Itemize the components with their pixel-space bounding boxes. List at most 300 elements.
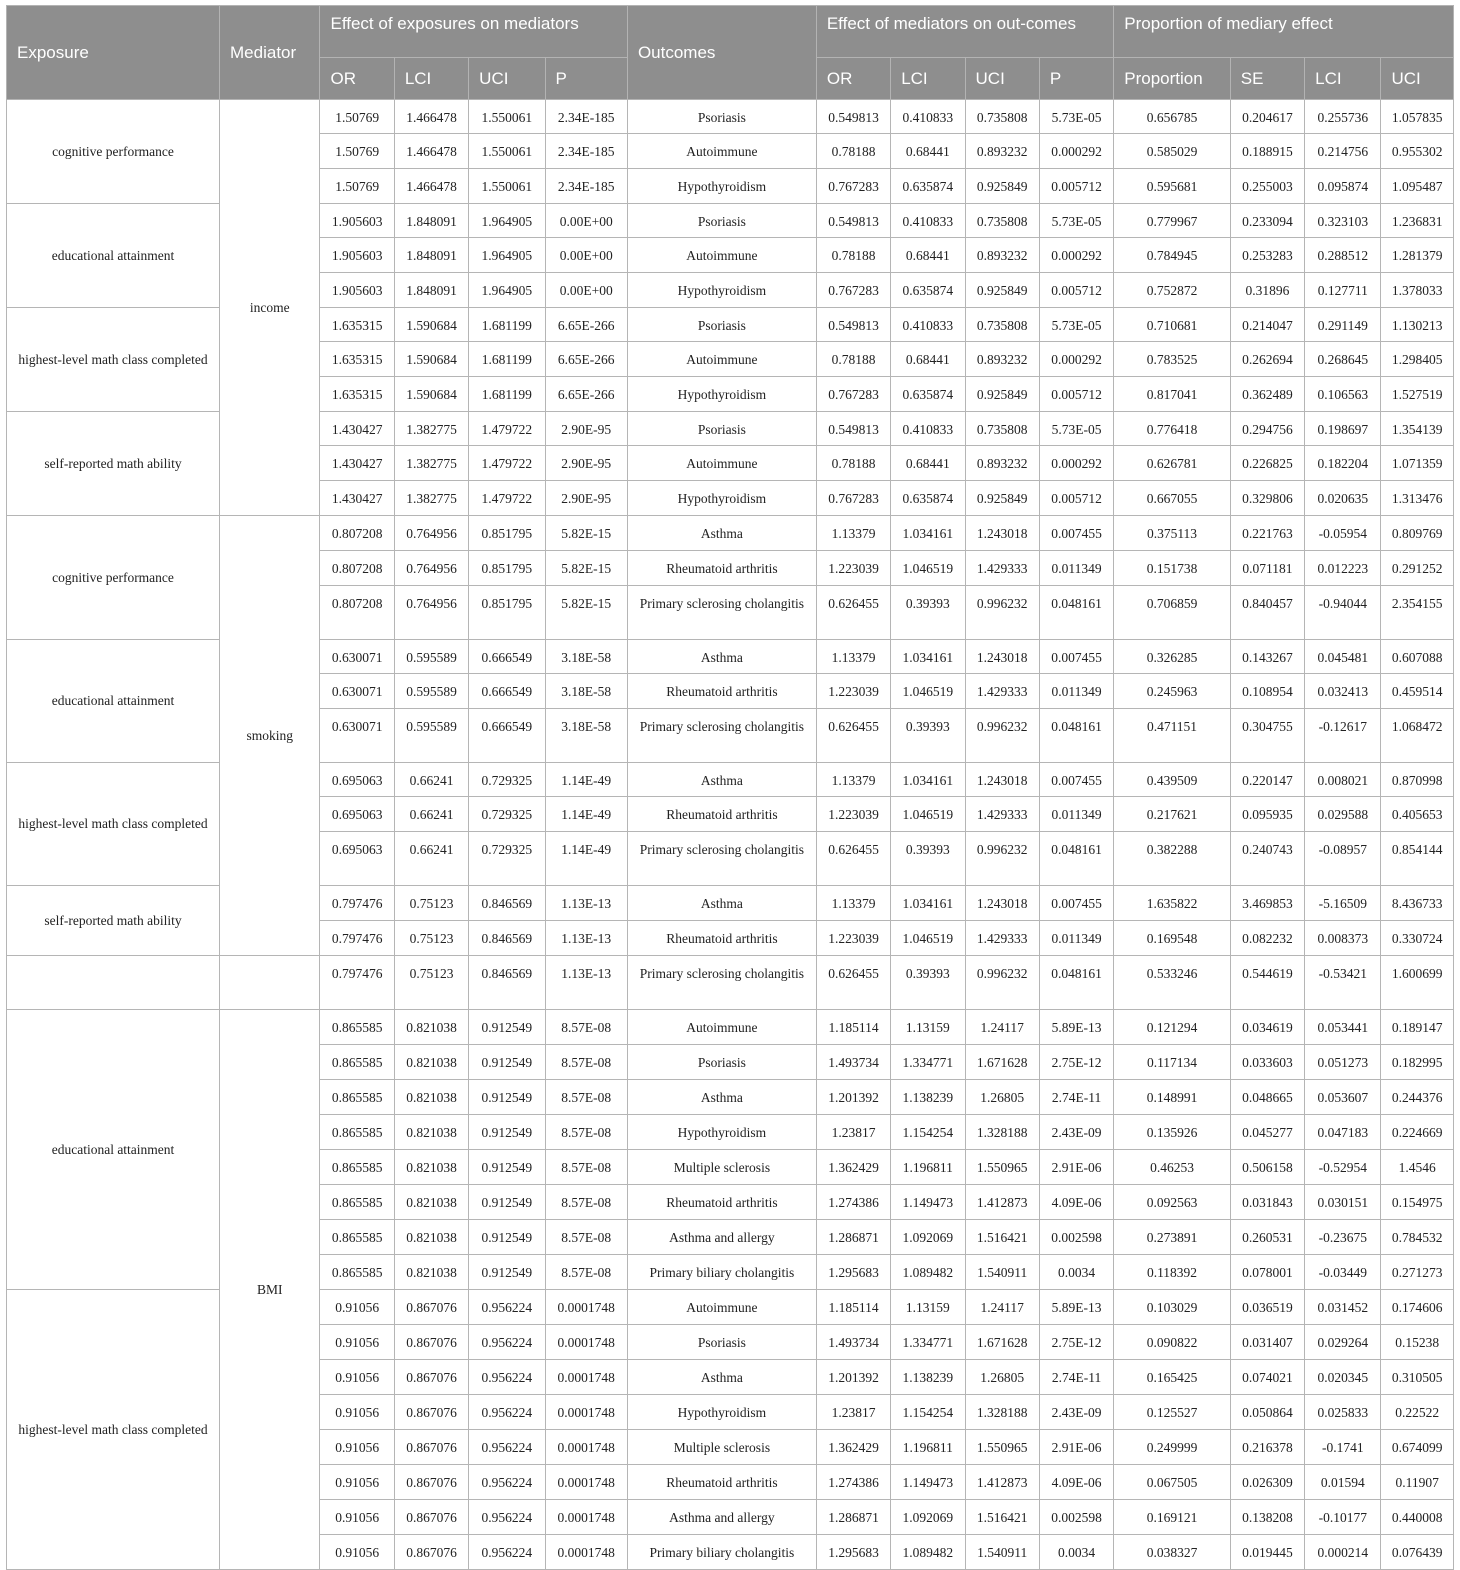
uci3-cell: 0.440008 <box>1381 1500 1454 1535</box>
se-cell: 0.329806 <box>1230 481 1304 516</box>
header-group-exposure-mediator: Effect of exposures on mediators <box>320 6 627 58</box>
or2-cell: 1.185114 <box>816 1010 890 1045</box>
lci1-cell: 0.75123 <box>394 921 468 956</box>
p1-cell: 0.0001748 <box>545 1325 627 1360</box>
lci1-cell: 0.764956 <box>394 586 468 640</box>
lci3-cell: 0.008021 <box>1305 763 1381 797</box>
outcome-cell: Rheumatoid arthritis <box>627 1465 816 1500</box>
or1-cell: 0.865585 <box>320 1010 394 1045</box>
lci3-cell: 0.053441 <box>1305 1010 1381 1045</box>
or2-cell: 0.78188 <box>816 134 890 169</box>
p1-cell: 2.90E-95 <box>545 412 627 446</box>
p1-cell: 8.57E-08 <box>545 1220 627 1255</box>
or1-cell: 0.91056 <box>320 1395 394 1430</box>
lci2-cell: 1.034161 <box>891 763 965 797</box>
se-cell: 0.082232 <box>1230 921 1304 956</box>
lci2-cell: 0.39393 <box>891 586 965 640</box>
prop-cell: 0.092563 <box>1114 1185 1231 1220</box>
uci2-cell: 0.893232 <box>965 342 1039 377</box>
prop-cell: 0.151738 <box>1114 551 1231 586</box>
or1-cell: 0.91056 <box>320 1500 394 1535</box>
uci2-cell: 0.893232 <box>965 238 1039 273</box>
se-cell: 0.031843 <box>1230 1185 1304 1220</box>
uci1-cell: 0.912549 <box>469 1150 545 1185</box>
lci2-cell: 0.635874 <box>891 169 965 204</box>
or1-cell: 1.430427 <box>320 481 394 516</box>
exposure-cell <box>7 956 220 1010</box>
se-cell: 0.255003 <box>1230 169 1304 204</box>
p2-cell: 0.048161 <box>1039 956 1113 1010</box>
p2-cell: 2.91E-06 <box>1039 1150 1113 1185</box>
p1-cell: 8.57E-08 <box>545 1045 627 1080</box>
p2-cell: 0.005712 <box>1039 273 1113 308</box>
prop-cell: 0.382288 <box>1114 832 1231 886</box>
lci2-cell: 0.635874 <box>891 273 965 308</box>
or2-cell: 0.78188 <box>816 446 890 481</box>
uci2-cell: 1.516421 <box>965 1500 1039 1535</box>
lci2-cell: 1.149473 <box>891 1185 965 1220</box>
uci3-cell: 1.281379 <box>1381 238 1454 273</box>
lci1-cell: 0.821038 <box>394 1255 468 1290</box>
lci1-cell: 1.590684 <box>394 377 468 412</box>
or2-cell: 1.493734 <box>816 1325 890 1360</box>
or2-cell: 1.493734 <box>816 1045 890 1080</box>
se-cell: 0.216378 <box>1230 1430 1304 1465</box>
outcome-cell: Multiple sclerosis <box>627 1150 816 1185</box>
header-lci-3: LCI <box>1305 58 1381 100</box>
lci3-cell: 0.032413 <box>1305 674 1381 709</box>
lci1-cell: 0.867076 <box>394 1430 468 1465</box>
or1-cell: 1.50769 <box>320 134 394 169</box>
uci1-cell: 0.666549 <box>469 674 545 709</box>
outcome-cell: Rheumatoid arthritis <box>627 551 816 586</box>
or1-cell: 0.865585 <box>320 1185 394 1220</box>
se-cell: 0.026309 <box>1230 1465 1304 1500</box>
p1-cell: 1.13E-13 <box>545 886 627 921</box>
prop-cell: 1.635822 <box>1114 886 1231 921</box>
se-cell: 0.050864 <box>1230 1395 1304 1430</box>
lci1-cell: 1.382775 <box>394 481 468 516</box>
lci2-cell: 1.154254 <box>891 1395 965 1430</box>
p2-cell: 0.048161 <box>1039 832 1113 886</box>
lci3-cell: 0.288512 <box>1305 238 1381 273</box>
uci2-cell: 0.893232 <box>965 134 1039 169</box>
outcome-cell: Psoriasis <box>627 1045 816 1080</box>
p2-cell: 4.09E-06 <box>1039 1185 1113 1220</box>
lci2-cell: 0.39393 <box>891 709 965 763</box>
lci3-cell: 0.031452 <box>1305 1290 1381 1325</box>
p2-cell: 2.43E-09 <box>1039 1395 1113 1430</box>
p2-cell: 2.74E-11 <box>1039 1080 1113 1115</box>
mediator-cell: income <box>220 100 320 516</box>
exposure-cell: educational attainment <box>7 640 220 763</box>
lci1-cell: 1.466478 <box>394 134 468 169</box>
lci2-cell: 1.196811 <box>891 1150 965 1185</box>
uci1-cell: 0.846569 <box>469 956 545 1010</box>
p1-cell: 2.34E-185 <box>545 169 627 204</box>
outcome-cell: Psoriasis <box>627 100 816 134</box>
lci1-cell: 1.848091 <box>394 238 468 273</box>
or2-cell: 1.201392 <box>816 1080 890 1115</box>
or1-cell: 0.695063 <box>320 832 394 886</box>
lci1-cell: 0.75123 <box>394 886 468 921</box>
p2-cell: 0.000292 <box>1039 238 1113 273</box>
lci1-cell: 0.821038 <box>394 1010 468 1045</box>
uci1-cell: 0.956224 <box>469 1465 545 1500</box>
prop-cell: 0.784945 <box>1114 238 1231 273</box>
p2-cell: 5.89E-13 <box>1039 1010 1113 1045</box>
prop-cell: 0.595681 <box>1114 169 1231 204</box>
p1-cell: 2.90E-95 <box>545 446 627 481</box>
lci1-cell: 0.867076 <box>394 1360 468 1395</box>
or1-cell: 0.807208 <box>320 586 394 640</box>
header-or-1: OR <box>320 58 394 100</box>
outcome-cell: Primary sclerosing cholangitis <box>627 956 816 1010</box>
uci3-cell: 0.870998 <box>1381 763 1454 797</box>
p1-cell: 8.57E-08 <box>545 1115 627 1150</box>
prop-cell: 0.135926 <box>1114 1115 1231 1150</box>
p2-cell: 5.73E-05 <box>1039 308 1113 342</box>
uci2-cell: 1.540911 <box>965 1255 1039 1290</box>
lci1-cell: 0.867076 <box>394 1465 468 1500</box>
lci1-cell: 1.590684 <box>394 308 468 342</box>
or1-cell: 1.50769 <box>320 100 394 134</box>
lci1-cell: 0.867076 <box>394 1395 468 1430</box>
p1-cell: 0.00E+00 <box>545 204 627 238</box>
uci3-cell: 0.459514 <box>1381 674 1454 709</box>
prop-cell: 0.090822 <box>1114 1325 1231 1360</box>
lci1-cell: 0.595589 <box>394 640 468 674</box>
or2-cell: 1.13379 <box>816 516 890 551</box>
uci3-cell: 0.154975 <box>1381 1185 1454 1220</box>
uci3-cell: 0.955302 <box>1381 134 1454 169</box>
se-cell: 0.108954 <box>1230 674 1304 709</box>
lci2-cell: 0.635874 <box>891 481 965 516</box>
or2-cell: 1.223039 <box>816 551 890 586</box>
uci1-cell: 0.912549 <box>469 1010 545 1045</box>
or2-cell: 1.295683 <box>816 1535 890 1570</box>
outcome-cell: Hypothyroidism <box>627 169 816 204</box>
uci1-cell: 1.479722 <box>469 481 545 516</box>
se-cell: 0.253283 <box>1230 238 1304 273</box>
outcome-cell: Asthma <box>627 1360 816 1395</box>
uci1-cell: 1.964905 <box>469 204 545 238</box>
lci2-cell: 1.046519 <box>891 551 965 586</box>
table-row <box>7 1010 1454 1045</box>
lci3-cell: 0.268645 <box>1305 342 1381 377</box>
uci1-cell: 0.851795 <box>469 516 545 551</box>
p2-cell: 0.0034 <box>1039 1255 1113 1290</box>
lci2-cell: 1.034161 <box>891 640 965 674</box>
uci1-cell: 1.681199 <box>469 308 545 342</box>
or2-cell: 1.362429 <box>816 1150 890 1185</box>
se-cell: 0.262694 <box>1230 342 1304 377</box>
uci2-cell: 0.735808 <box>965 412 1039 446</box>
lci3-cell: 0.047183 <box>1305 1115 1381 1150</box>
lci3-cell: 0.051273 <box>1305 1045 1381 1080</box>
outcome-cell: Autoimmune <box>627 238 816 273</box>
lci3-cell: 0.053607 <box>1305 1080 1381 1115</box>
prop-cell: 0.533246 <box>1114 956 1231 1010</box>
p2-cell: 0.002598 <box>1039 1220 1113 1255</box>
prop-cell: 0.249999 <box>1114 1430 1231 1465</box>
lci3-cell: -0.53421 <box>1305 956 1381 1010</box>
uci3-cell: 0.784532 <box>1381 1220 1454 1255</box>
lci1-cell: 0.821038 <box>394 1220 468 1255</box>
lci2-cell: 0.68441 <box>891 238 965 273</box>
header-p-1: P <box>545 58 627 100</box>
lci1-cell: 0.867076 <box>394 1325 468 1360</box>
uci2-cell: 1.243018 <box>965 763 1039 797</box>
se-cell: 0.304755 <box>1230 709 1304 763</box>
prop-cell: 0.46253 <box>1114 1150 1231 1185</box>
header-proportion: Proportion <box>1114 58 1231 100</box>
or1-cell: 0.91056 <box>320 1535 394 1570</box>
p1-cell: 8.57E-08 <box>545 1255 627 1290</box>
lci1-cell: 1.466478 <box>394 169 468 204</box>
lci2-cell: 1.046519 <box>891 674 965 709</box>
lci1-cell: 0.821038 <box>394 1185 468 1220</box>
lci1-cell: 1.382775 <box>394 412 468 446</box>
outcome-cell: Asthma <box>627 516 816 551</box>
p1-cell: 0.0001748 <box>545 1290 627 1325</box>
lci3-cell: 0.198697 <box>1305 412 1381 446</box>
uci2-cell: 0.735808 <box>965 308 1039 342</box>
p2-cell: 0.007455 <box>1039 516 1113 551</box>
or1-cell: 1.635315 <box>320 308 394 342</box>
se-cell: 0.188915 <box>1230 134 1304 169</box>
p2-cell: 0.007455 <box>1039 763 1113 797</box>
prop-cell: 0.656785 <box>1114 100 1231 134</box>
mediator-cell: BMI <box>220 1010 320 1570</box>
p1-cell: 2.34E-185 <box>545 134 627 169</box>
p2-cell: 2.75E-12 <box>1039 1045 1113 1080</box>
p2-cell: 0.011349 <box>1039 921 1113 956</box>
p2-cell: 2.75E-12 <box>1039 1325 1113 1360</box>
p1-cell: 6.65E-266 <box>545 377 627 412</box>
outcome-cell: Hypothyroidism <box>627 273 816 308</box>
p1-cell: 2.90E-95 <box>545 481 627 516</box>
se-cell: 0.036519 <box>1230 1290 1304 1325</box>
uci1-cell: 0.956224 <box>469 1535 545 1570</box>
outcome-cell: Asthma and allergy <box>627 1220 816 1255</box>
uci1-cell: 0.846569 <box>469 921 545 956</box>
p1-cell: 0.0001748 <box>545 1430 627 1465</box>
uci1-cell: 1.681199 <box>469 377 545 412</box>
prop-cell: 0.273891 <box>1114 1220 1231 1255</box>
p1-cell: 3.18E-58 <box>545 709 627 763</box>
header-uci-1: UCI <box>469 58 545 100</box>
lci3-cell: 0.045481 <box>1305 640 1381 674</box>
header-lci-1: LCI <box>394 58 468 100</box>
lci3-cell: 0.255736 <box>1305 100 1381 134</box>
or2-cell: 1.185114 <box>816 1290 890 1325</box>
p2-cell: 0.002598 <box>1039 1500 1113 1535</box>
lci3-cell: -0.10177 <box>1305 1500 1381 1535</box>
uci1-cell: 1.550061 <box>469 169 545 204</box>
table-header <box>7 6 1454 100</box>
prop-cell: 0.817041 <box>1114 377 1231 412</box>
lci3-cell: -0.12617 <box>1305 709 1381 763</box>
se-cell: 0.31896 <box>1230 273 1304 308</box>
table-row <box>7 516 1454 551</box>
uci2-cell: 0.925849 <box>965 169 1039 204</box>
uci2-cell: 1.540911 <box>965 1535 1039 1570</box>
p2-cell: 2.91E-06 <box>1039 1430 1113 1465</box>
p1-cell: 6.65E-266 <box>545 342 627 377</box>
lci3-cell: 0.095874 <box>1305 169 1381 204</box>
prop-cell: 0.165425 <box>1114 1360 1231 1395</box>
outcome-cell: Asthma and allergy <box>627 1500 816 1535</box>
header-group-mediator-outcome: Effect of mediators on out-comes <box>816 6 1113 58</box>
prop-cell: 0.439509 <box>1114 763 1231 797</box>
se-cell: 0.143267 <box>1230 640 1304 674</box>
or1-cell: 1.905603 <box>320 204 394 238</box>
lci2-cell: 0.635874 <box>891 377 965 412</box>
or2-cell: 1.23817 <box>816 1115 890 1150</box>
exposure-cell: self-reported math ability <box>7 412 220 516</box>
or2-cell: 1.286871 <box>816 1220 890 1255</box>
p2-cell: 0.005712 <box>1039 377 1113 412</box>
lci1-cell: 1.466478 <box>394 100 468 134</box>
p1-cell: 1.14E-49 <box>545 832 627 886</box>
uci2-cell: 1.26805 <box>965 1080 1039 1115</box>
uci1-cell: 0.729325 <box>469 763 545 797</box>
lci3-cell: 0.030151 <box>1305 1185 1381 1220</box>
p1-cell: 0.00E+00 <box>545 238 627 273</box>
se-cell: 0.362489 <box>1230 377 1304 412</box>
uci3-cell: 0.607088 <box>1381 640 1454 674</box>
or1-cell: 0.797476 <box>320 886 394 921</box>
se-cell: 0.204617 <box>1230 100 1304 134</box>
or1-cell: 0.695063 <box>320 797 394 832</box>
table-row <box>7 956 1454 1010</box>
se-cell: 3.469853 <box>1230 886 1304 921</box>
p1-cell: 0.0001748 <box>545 1500 627 1535</box>
uci2-cell: 1.243018 <box>965 886 1039 921</box>
uci2-cell: 1.243018 <box>965 640 1039 674</box>
or1-cell: 0.91056 <box>320 1465 394 1500</box>
or2-cell: 0.549813 <box>816 100 890 134</box>
lci3-cell: -0.1741 <box>1305 1430 1381 1465</box>
uci3-cell: 0.271273 <box>1381 1255 1454 1290</box>
lci1-cell: 0.821038 <box>394 1045 468 1080</box>
header-lci-2: LCI <box>891 58 965 100</box>
lci1-cell: 1.848091 <box>394 204 468 238</box>
uci2-cell: 1.412873 <box>965 1465 1039 1500</box>
p1-cell: 1.13E-13 <box>545 921 627 956</box>
uci2-cell: 1.671628 <box>965 1325 1039 1360</box>
uci1-cell: 1.550061 <box>469 134 545 169</box>
uci3-cell: 1.527519 <box>1381 377 1454 412</box>
lci3-cell: -0.08957 <box>1305 832 1381 886</box>
uci1-cell: 1.964905 <box>469 238 545 273</box>
uci1-cell: 0.912549 <box>469 1185 545 1220</box>
outcome-cell: Asthma <box>627 1080 816 1115</box>
lci3-cell: 0.182204 <box>1305 446 1381 481</box>
prop-cell: 0.752872 <box>1114 273 1231 308</box>
se-cell: 0.033603 <box>1230 1045 1304 1080</box>
p1-cell: 0.00E+00 <box>545 273 627 308</box>
p1-cell: 0.0001748 <box>545 1535 627 1570</box>
outcome-cell: Autoimmune <box>627 342 816 377</box>
uci2-cell: 0.925849 <box>965 481 1039 516</box>
p1-cell: 8.57E-08 <box>545 1010 627 1045</box>
prop-cell: 0.125527 <box>1114 1395 1231 1430</box>
uci3-cell: 0.11907 <box>1381 1465 1454 1500</box>
lci2-cell: 1.334771 <box>891 1325 965 1360</box>
or1-cell: 1.905603 <box>320 273 394 308</box>
p2-cell: 0.011349 <box>1039 797 1113 832</box>
or2-cell: 0.78188 <box>816 238 890 273</box>
uci3-cell: 0.174606 <box>1381 1290 1454 1325</box>
lci2-cell: 0.68441 <box>891 446 965 481</box>
p2-cell: 0.005712 <box>1039 481 1113 516</box>
lci2-cell: 0.410833 <box>891 412 965 446</box>
lci3-cell: 0.008373 <box>1305 921 1381 956</box>
or1-cell: 0.865585 <box>320 1150 394 1185</box>
lci3-cell: 0.020635 <box>1305 481 1381 516</box>
p1-cell: 0.0001748 <box>545 1395 627 1430</box>
lci2-cell: 1.138239 <box>891 1360 965 1395</box>
table-row <box>7 100 1454 134</box>
lci3-cell: -0.23675 <box>1305 1220 1381 1255</box>
lci1-cell: 0.867076 <box>394 1290 468 1325</box>
uci2-cell: 0.735808 <box>965 204 1039 238</box>
outcome-cell: Autoimmune <box>627 134 816 169</box>
p1-cell: 5.82E-15 <box>545 551 627 586</box>
or2-cell: 0.767283 <box>816 481 890 516</box>
lci3-cell: 0.291149 <box>1305 308 1381 342</box>
or2-cell: 1.295683 <box>816 1255 890 1290</box>
header-exposure: Exposure <box>7 6 220 100</box>
p2-cell: 0.048161 <box>1039 709 1113 763</box>
uci2-cell: 1.550965 <box>965 1150 1039 1185</box>
prop-cell: 0.776418 <box>1114 412 1231 446</box>
lci2-cell: 0.410833 <box>891 204 965 238</box>
uci1-cell: 0.846569 <box>469 886 545 921</box>
exposure-cell: highest-level math class completed <box>7 1290 220 1570</box>
prop-cell: 0.118392 <box>1114 1255 1231 1290</box>
outcome-cell: Hypothyroidism <box>627 377 816 412</box>
p2-cell: 5.73E-05 <box>1039 204 1113 238</box>
prop-cell: 0.217621 <box>1114 797 1231 832</box>
uci3-cell: 1.378033 <box>1381 273 1454 308</box>
lci3-cell: -0.52954 <box>1305 1150 1381 1185</box>
uci1-cell: 0.666549 <box>469 709 545 763</box>
uci1-cell: 0.851795 <box>469 551 545 586</box>
or2-cell: 1.13379 <box>816 886 890 921</box>
or2-cell: 0.549813 <box>816 308 890 342</box>
p1-cell: 5.82E-15 <box>545 516 627 551</box>
p1-cell: 2.34E-185 <box>545 100 627 134</box>
uci1-cell: 0.912549 <box>469 1220 545 1255</box>
or1-cell: 0.630071 <box>320 674 394 709</box>
uci2-cell: 1.26805 <box>965 1360 1039 1395</box>
prop-cell: 0.103029 <box>1114 1290 1231 1325</box>
or1-cell: 1.635315 <box>320 342 394 377</box>
lci1-cell: 0.764956 <box>394 516 468 551</box>
p2-cell: 5.73E-05 <box>1039 100 1113 134</box>
se-cell: 0.544619 <box>1230 956 1304 1010</box>
uci3-cell: 2.354155 <box>1381 586 1454 640</box>
mediator-cell <box>220 956 320 1010</box>
or2-cell: 1.13379 <box>816 640 890 674</box>
outcome-cell: Autoimmune <box>627 1290 816 1325</box>
lci3-cell: -0.03449 <box>1305 1255 1381 1290</box>
uci2-cell: 0.735808 <box>965 100 1039 134</box>
uci2-cell: 1.328188 <box>965 1115 1039 1150</box>
